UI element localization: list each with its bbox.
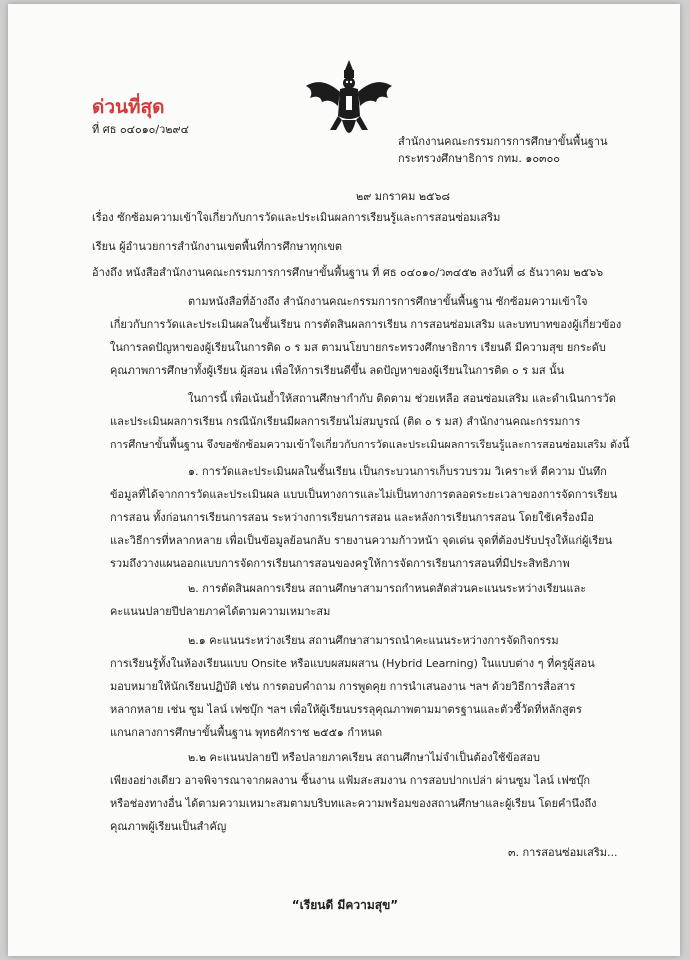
reference-number: ที่ ศธ ๐๔๐๑๐/ว๒๙๔ [92,123,189,136]
recipient-line: เรียน ผู้อำนวยการสำนักงานเขตพื้นที่การศึกษาทุกเขต [92,240,342,253]
subject-line: เรื่อง ซักซ้อมความเข้าใจเกี่ยวกับการวัดและประเมินผลการเรียนรู้และการสอนซ่อมเสริม [92,211,501,224]
section-1-line: รวมถึงวางแผนออกแบบการจัดการเรียนการสอนของครูให้การจัดการเรียนการสอนที่มีประสิทธิภาพ [110,557,570,570]
garuda-emblem-icon [300,56,398,148]
section-1-line: การสอน ทั้งก่อนการเรียนการสอน ระหว่างการเรียนการสอน และหลังการเรียนการสอน โดยใช้เครื่องมือ [110,511,594,524]
paragraph-2-line: การศึกษาขั้นพื้นฐาน จึงขอซักซ้อมความเข้าใจเกี่ยวกับการวัดและประเมินผลการเรียนรู้และการสอนซ่อมเสริม ดังนี้ [110,438,630,451]
section-2-line: ๒. การตัดสินผลการเรียน สถานศึกษาสามารถกำหนดสัดส่วนคะแนนระหว่างเรียนและ [188,582,587,595]
section-2-2-line: ๒.๒ คะแนนปลายปี หรือปลายภาคเรียน สถานศึกษาไม่จำเป็นต้องใช้ข้อสอบ [188,751,540,764]
section-2-2-line: หรือช่องทางอื่น ได้ตามความเหมาะสมตามบริบทและความพร้อมของสถานศึกษาและผู้เรียน โดยคำนึงถึง [110,797,597,810]
paragraph-2-line: ในการนี้ เพื่อเน้นย้ำให้สถานศึกษากำกับ ติดตาม ช่วยเหลือ สอนซ่อมเสริม และดำเนินการวัด [188,392,616,405]
reference-line: อ้างถึง หนังสือสำนักงานคณะกรรมการการศึกษาขั้นพื้นฐาน ที่ ศธ ๐๔๐๑๐/ว๓๔๕๒ ลงวันที่ ๘ ธันวาคม ๒๕๖๖ [92,266,604,279]
section-2-1-line: แกนกลางการศึกษาขั้นพื้นฐาน พุทธศักราช ๒๕๕๑ กำหนด [110,726,383,739]
paragraph-1-line: ตามหนังสือที่อ้างถึง สำนักงานคณะกรรมการการศึกษาขั้นพื้นฐาน ซักซ้อมความเข้าใจ [188,295,588,308]
section-2-2-line: คุณภาพผู้เรียนเป็นสำคัญ [110,820,227,833]
urgency-stamp: ด่วนที่สุด [92,96,165,118]
section-2-1-line: การเรียนรู้ทั้งในห้องเรียนแบบ Onsite หรือแบบผสมผสาน (Hybrid Learning) ในแบบต่าง ๆ ที่ครูผู้สอน [110,657,595,670]
section-2-2-line: เพียงอย่างเดียว อาจพิจารณาจากผลงาน ชิ้นงาน แฟ้มสะสมงาน การสอบปากเปล่า ผ่านซูม ไลน์ เฟซบุ๊ก [110,774,591,787]
paragraph-1-line: เกี่ยวกับการวัดและประเมินผลในชั้นเรียน การตัดสินผลการเรียน การสอนซ่อมเสริม และบทบาทของผู้เกี่ยวข้อง [110,318,622,331]
agency-name: สำนักงานคณะกรรมการการศึกษาขั้นพื้นฐาน [398,135,608,148]
document-date: ๒๙ มกราคม ๒๕๖๘ [356,190,450,203]
section-2-line: คะแนนปลายปีปลายภาคได้ตามความเหมาะสม [110,605,331,618]
continuation-marker: ๓. การสอนซ่อมเสริม... [508,846,618,859]
agency-address: กระทรวงศึกษาธิการ กทม. ๑๐๓๐๐ [398,152,561,165]
section-2-1-line: มอบหมายให้นักเรียนปฏิบัติ เช่น การตอบคำถาม การพูดคุย การนำเสนองาน ฯลฯ ด้วยวิธีการสื่อสาร [110,680,576,693]
section-2-1-line: หลากหลาย เช่น ซูม ไลน์ เฟซบุ๊ก ฯลฯ เพื่อให้ผู้เรียนบรรลุคุณภาพตามมาตรฐานและตัวชี้วัดที่หลักสูตร [110,703,582,716]
paragraph-1-line: ในการลดปัญหาของผู้เรียนในการติด ๐ ร มส ตามนโยบายกระทรวงศึกษาธิการ เรียนดี มีความสุข ยกระดับ [110,341,606,354]
paragraph-1-line: คุณภาพการศึกษาทั้งผู้เรียน ผู้สอน เพื่อให้การเรียนดีขึ้น ลดปัญหาของผู้เรียนในการติด ๐ ร มส นั้น [110,364,565,377]
section-1-line: ๑. การวัดและประเมินผลในชั้นเรียน เป็นกระบวนการเก็บรวบรวม วิเคราะห์ ตีความ บันทึก [188,465,607,478]
section-1-line: ข้อมูลที่ได้จากการวัดและประเมินผล แบบเป็นทางการและไม่เป็นทางการตลอดระยะเวลาของการจัดการเรียน [110,488,618,501]
section-1-line: และวิธีการที่หลากหลาย เพื่อเป็นข้อมูลย้อนกลับ รายงานความก้าวหน้า จุดเด่น จุดที่ต้องปรับปรุงให้แก่ผู้เรียน [110,534,613,547]
paragraph-2-line: และประเมินผลการเรียน กรณีนักเรียนมีผลการเรียนไม่สมบูรณ์ (ติด ๐ ร มส) สำนักงานคณะกรรมการ [110,415,581,428]
section-2-1-line: ๒.๑ คะแนนระหว่างเรียน สถานศึกษาสามารถนำคะแนนระหว่างการจัดกิจกรรม [188,634,559,647]
slogan: “เรียนดี มีความสุข” [291,898,399,912]
